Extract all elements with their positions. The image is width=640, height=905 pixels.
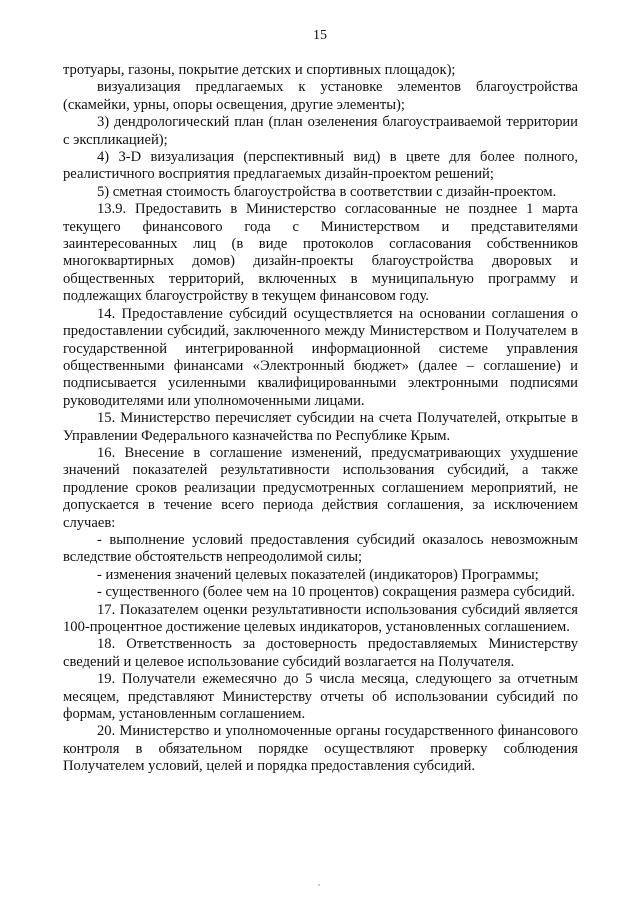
paragraph-3d-visualization: 4) 3-D визуализация (перспективный вид) в цвете для более полного, реалистичного восприятия предлагаемых дизайн-проектом решений;: [63, 149, 578, 183]
paragraph-20: 20. Министерство и уполномоченные органы государственного финансового контроля в обязательном порядке осуществляют проверку соблюдения Получателем условий, целей и порядка предоставления субсидий.: [63, 723, 578, 775]
paragraph-17: 17. Показателем оценки результативности использования субсидий является 100-процентное достижение целевых индикаторов, установленных соглашением.: [63, 601, 578, 635]
paragraph-19: 19. Получатели ежемесячно до 5 числа месяца, следующего за отчетным месяцем, представляют Министерству отчеты об использовании субсидий по формам, установленным соглашением.: [63, 671, 578, 723]
paragraph-14: 14. Предоставление субсидий осуществляется на основании соглашения о предоставлении субсидий, заключенного между Министерством и Получателем в государственной интегрированной информационной системе управления общественными финансами «Электронный бюджет» (далее – соглашение) и подписывается усиленными квалифицированными электронными подписями руководителями или уполномоченными лицами.: [63, 305, 578, 409]
paragraph-16: 16. Внесение в соглашение изменений, предусматривающих ухудшение значений показателей результативности использования субсидий, а также продление сроков реализации предусмотренных соглашением мероприятий, не допускается в течение всего периода действия соглашения, за исключением случаев:: [63, 444, 578, 531]
scan-artifact-dot: [318, 884, 320, 886]
paragraph-18: 18. Ответственность за достоверность предоставляемых Министерству сведений и целевое использование субсидий возлагается на Получателя.: [63, 636, 578, 670]
paragraph-estimate-cost: 5) сметная стоимость благоустройства в соответствии с дизайн-проектом.: [97, 183, 557, 200]
paragraph-continuation: тротуары, газоны, покрытие детских и спортивных площадок);: [63, 62, 456, 78]
list-item-subsidy-reduction: - существенного (более чем на 10 процентов) сокращения размера субсидий.: [97, 584, 575, 601]
paragraph-dendrological-plan: 3) дендрологический план (план озеленения благоустраиваемой территории с экспликацией);: [63, 114, 578, 148]
paragraph-15: 15. Министерство перечисляет субсидии на счета Получателей, открытые в Управлении Федерального казначейства по Республике Крым.: [63, 410, 578, 444]
paragraph-13-9: 13.9. Предоставить в Министерство согласованные не позднее 1 марта текущего финансового года с Министерством и представителями заинтересованных лиц (в виде протоколов согласования собственников многоквартирных домов) дизайн-проекты благоустройства дворовых и общественных территорий, включенных в муниципальную программу и подлежащих благоустройству в текущем финансовом году.: [63, 201, 578, 305]
document-body: [63, 62, 578, 776]
page-number: 15: [313, 28, 327, 43]
list-item-force-majeure: - выполнение условий предоставления субсидий оказалось невозможным вследствие обстоятельств непреодолимой силы;: [63, 531, 578, 566]
list-item-indicator-changes: - изменения значений целевых показателей (индикаторов) Программы;: [97, 566, 539, 583]
paragraph-visualization: визуализация предлагаемых к установке элементов благоустройства (скамейки, урны, опоры освещения, другие элементы);: [63, 79, 578, 113]
